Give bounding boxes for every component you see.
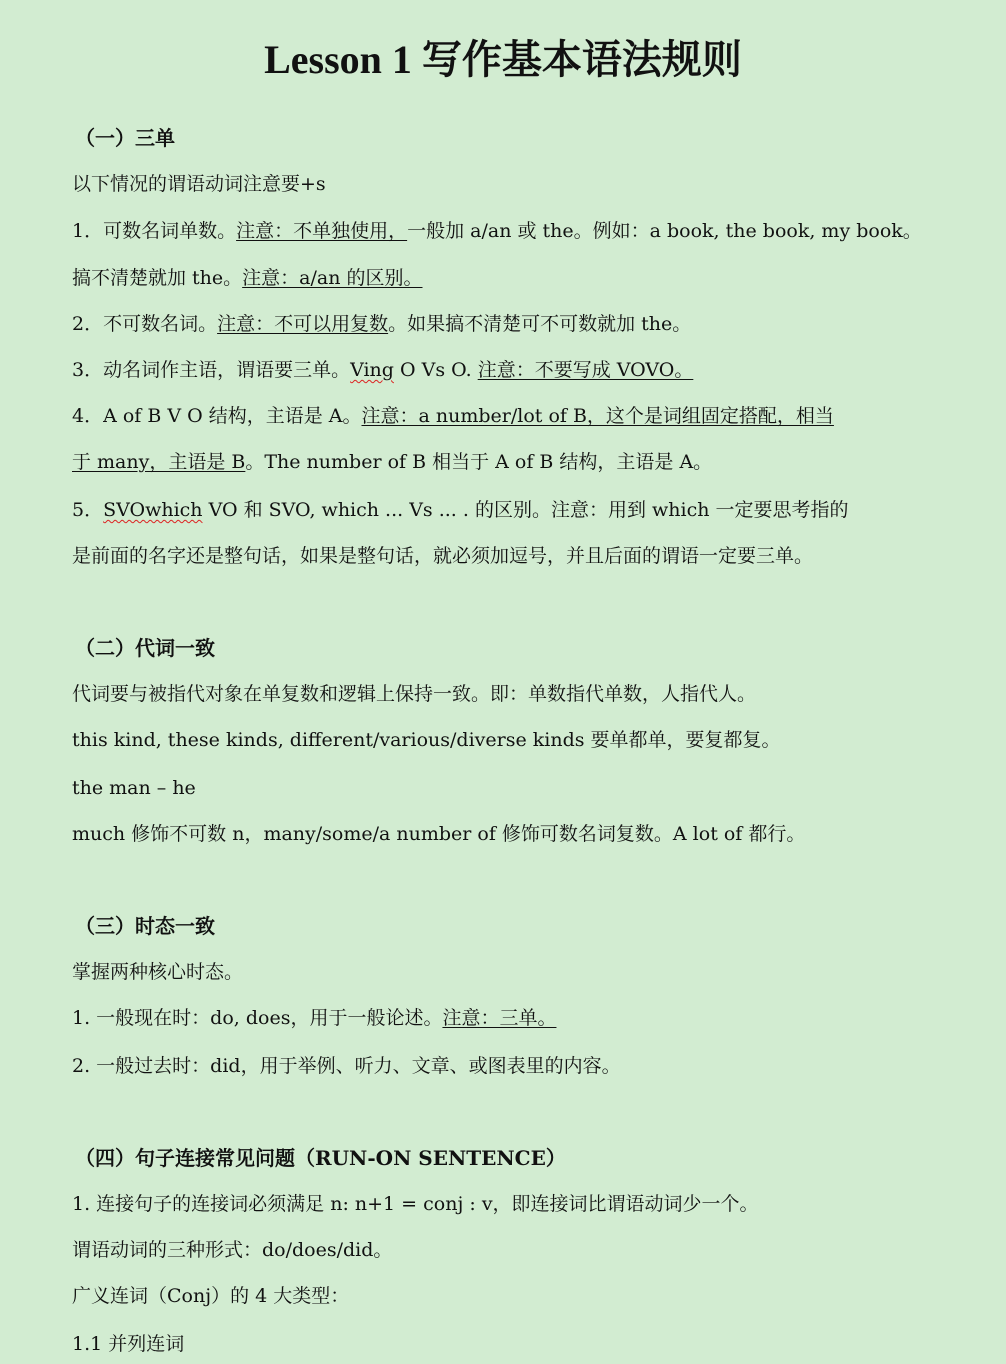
- list-item-2: [72, 312, 691, 336]
- text-run: 5．: [72, 499, 104, 521]
- underlined-note: 注意：a/an 的区别。: [242, 267, 423, 289]
- text-run: VO 和 SVO, which ... Vs ... . 的区别。注意：用到 which 一定要思考指的: [202, 499, 849, 521]
- section-heading-2: （二）代词一致: [75, 636, 215, 660]
- text-run: 。The number of B 相当于 A of B 结构，主语是 A。: [245, 451, 713, 473]
- text-run: 2．不可数名词。: [72, 313, 218, 335]
- list-item-4: [72, 404, 834, 428]
- section-heading-1: （一）三单: [75, 126, 175, 150]
- list-item-1-cont: [72, 266, 423, 290]
- text-run: 1. 一般现在时：do, does，用于一般论述。: [72, 1007, 443, 1029]
- paragraph-line: 以下情况的谓语动词注意要+s: [72, 173, 326, 195]
- underlined-note: 注意：不单独使用，: [236, 220, 408, 242]
- paragraph-line: 掌握两种核心时态。: [72, 961, 244, 983]
- underlined-note: 注意：不可以用复数: [217, 313, 389, 335]
- spellcheck-word: SVOwhich: [103, 499, 203, 521]
- paragraph-line: 谓语动词的三种形式：do/does/did。: [72, 1239, 393, 1261]
- text-run: 1．可数名词单数。: [72, 220, 237, 242]
- spellcheck-word: Ving: [350, 359, 394, 381]
- list-item-1: [72, 219, 922, 243]
- list-item-4-cont: [72, 450, 712, 474]
- list-item-5: [72, 498, 849, 522]
- list-item-5-cont: 是前面的名字还是整句话，如果是整句话，就必须加逗号，并且后面的谓语一定要三单。: [72, 545, 814, 567]
- underlined-note: 于 many，主语是 B: [72, 451, 246, 473]
- text-run: 一般加 a/an 或 the。例如：a book, the book, my book。: [407, 220, 922, 242]
- section-heading-4: （四）句子连接常见问题（RUN-ON SENTENCE）: [75, 1146, 566, 1170]
- underlined-note: 注意：三单。: [442, 1007, 557, 1029]
- paragraph-line: 代词要与被指代对象在单复数和逻辑上保持一致。即：单数指代单数，人指代人。: [72, 683, 757, 705]
- text-run: 。如果搞不清楚可不可数就加 the。: [388, 313, 692, 335]
- paragraph-line: the man – he: [72, 777, 196, 799]
- list-item-3: [72, 358, 693, 382]
- list-item: 1. 连接句子的连接词必须满足 n: n+1 = conj : v，即连接词比谓语动词少一个。: [72, 1193, 759, 1215]
- list-item: 2. 一般过去时：did，用于举例、听力、文章、或图表里的内容。: [72, 1055, 621, 1077]
- section-heading-3: （三）时态一致: [75, 914, 215, 938]
- text-run: 3．动名词作主语，谓语要三单。: [72, 359, 351, 381]
- paragraph-line: this kind, these kinds, different/various/diverse kinds 要单都单，要复都复。: [72, 729, 781, 751]
- text-run: O Vs O.: [393, 359, 478, 381]
- paragraph-line: much 修饰不可数 n，many/some/a number of 修饰可数名词复数。A lot of 都行。: [72, 823, 806, 845]
- underlined-note: 注意：a number/lot of B，这个是词组固定搭配，相当: [361, 405, 834, 427]
- list-item: [72, 1006, 556, 1030]
- paragraph-line: 广义连词（Conj）的 4 大类型：: [72, 1285, 350, 1307]
- lesson-title: Lesson 1 写作基本语法规则: [264, 37, 742, 82]
- text-run: 搞不清楚就加 the。: [72, 267, 243, 289]
- underlined-note: 注意：不要写成 VOVO。: [477, 359, 694, 381]
- list-item: 1.1 并列连词: [72, 1333, 185, 1355]
- text-run: 4．A of B V O 结构，主语是 A。: [72, 405, 362, 427]
